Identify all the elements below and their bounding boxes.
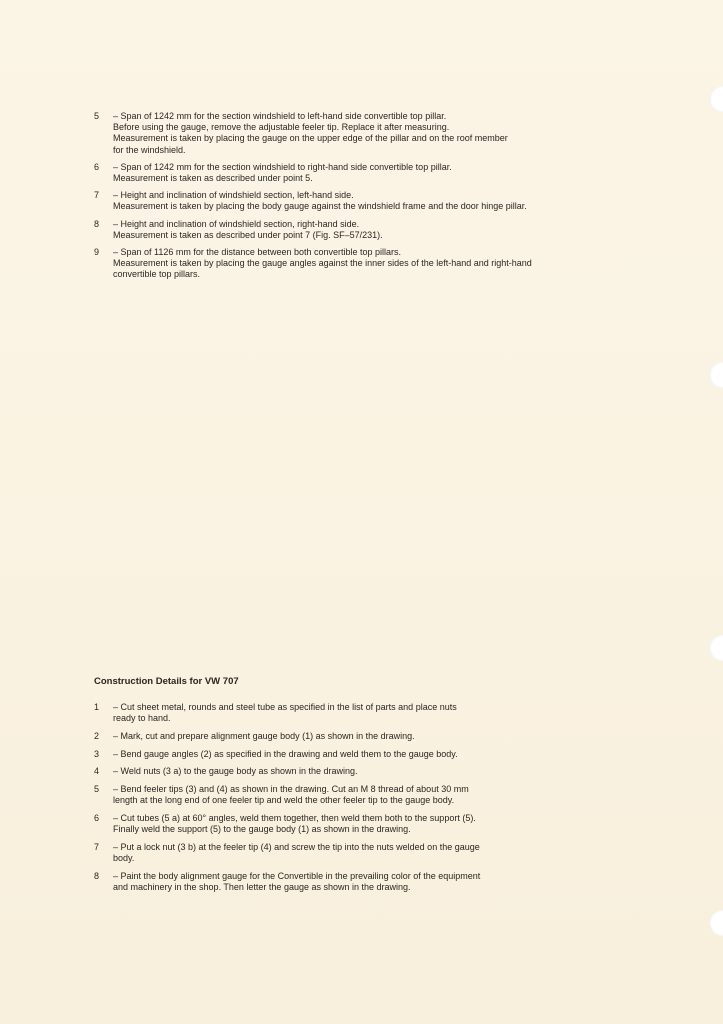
item-text: Measurement is taken by placing the gauge angles against the inner sides of the left-hand and right-hand xyxy=(113,258,532,269)
item-text: and machinery in the shop. Then letter the gauge as shown in the drawing. xyxy=(113,881,411,892)
item-text: Height and inclination of windshield section, left-hand side. xyxy=(120,190,354,201)
item-number: 9 xyxy=(94,247,100,258)
list-item xyxy=(94,871,544,893)
item-text: Measurement is taken by placing the gauge on the upper edge of the pillar and on the roof member xyxy=(113,133,508,144)
list-item-first-line: 3 – Bend gauge angles (2) as specified in the drawing and weld them to the gauge body. xyxy=(94,748,458,759)
list-item xyxy=(94,842,544,864)
item-text: Put a lock nut (3 b) at the feeler tip (4) and screw the tip into the nuts welded on the gauge xyxy=(120,841,480,852)
list-item-first-line: 8 – Height and inclination of windshield section, right-hand side. xyxy=(94,218,360,229)
item-text: Measurement is taken as described under point 5. xyxy=(113,173,313,184)
list-item xyxy=(94,813,544,835)
list-item xyxy=(94,162,604,184)
item-text: Measurement is taken by placing the body gauge against the windshield frame and the door hinge pillar. xyxy=(113,201,527,212)
list-item xyxy=(94,766,544,777)
item-text: Height and inclination of windshield section, right-hand side. xyxy=(120,218,360,229)
list-item-first-line: 8 – Paint the body alignment gauge for the Convertible in the prevailing color of the equipment xyxy=(94,870,481,881)
list-item xyxy=(94,219,604,241)
item-text: convertible top pillars. xyxy=(113,269,201,280)
item-text: Finally weld the support (5) to the gauge body (1) as shown in the drawing. xyxy=(113,824,411,835)
measurement-list xyxy=(94,111,604,287)
list-item-first-line: 9 – Span of 1126 mm for the distance between both convertible top pillars. xyxy=(94,247,402,258)
binder-hole xyxy=(709,635,723,661)
item-number: 8 xyxy=(94,870,100,881)
item-number: 1 xyxy=(94,702,100,712)
list-item xyxy=(94,247,604,281)
list-item-first-line: 6 – Span of 1242 mm for the section windshield to right-hand side convertible top pillar. xyxy=(94,161,452,172)
list-item xyxy=(94,702,544,724)
item-number: 7 xyxy=(94,841,100,852)
binder-hole xyxy=(709,910,723,936)
list-item xyxy=(94,111,604,156)
list-item-first-line: 5 – Bend feeler tips (3) and (4) as shown in the drawing. Cut an M 8 thread of about 30 mm xyxy=(94,784,469,795)
item-text: Measurement is taken as described under point 7 (Fig. SF–57/231). xyxy=(113,229,383,240)
list-item-first-line: 4 – Weld nuts (3 a) to the gauge body as shown in the drawing. xyxy=(94,766,358,777)
item-text: for the windshield. xyxy=(113,144,186,155)
item-text: body. xyxy=(113,853,135,864)
item-number: 5 xyxy=(94,111,100,121)
item-number: 4 xyxy=(94,766,100,777)
list-item-first-line: 1 – Cut sheet metal, rounds and steel tube as specified in the list of parts and place nuts xyxy=(94,702,457,712)
list-item xyxy=(94,784,544,806)
item-number: 5 xyxy=(94,784,100,795)
item-text: ready to hand. xyxy=(113,713,171,724)
list-item xyxy=(94,749,544,760)
item-number: 7 xyxy=(94,190,100,201)
item-text: Span of 1242 mm for the section windshield to left-hand side convertible top pillar. xyxy=(120,111,447,121)
item-text: Bend gauge angles (2) as specified in the drawing and weld them to the gauge body. xyxy=(120,748,458,759)
list-item xyxy=(94,731,544,742)
item-number: 2 xyxy=(94,730,100,741)
list-item-first-line: 6 – Cut tubes (5 a) at 60° angles, weld them together, then weld them both to the support (5). xyxy=(94,812,476,823)
list-item-first-line: 5 – Span of 1242 mm for the section windshield to left-hand side convertible top pillar. xyxy=(94,111,447,121)
item-text: Paint the body alignment gauge for the Convertible in the prevailing color of the equipment xyxy=(120,870,481,881)
item-text: Mark, cut and prepare alignment gauge body (1) as shown in the drawing. xyxy=(120,730,415,741)
item-text: Span of 1126 mm for the distance between both convertible top pillars. xyxy=(120,247,402,258)
item-text: Weld nuts (3 a) to the gauge body as shown in the drawing. xyxy=(120,766,358,777)
item-number: 3 xyxy=(94,748,100,759)
item-text: Cut tubes (5 a) at 60° angles, weld them together, then weld them both to the support (5). xyxy=(120,812,476,823)
list-item xyxy=(94,190,604,212)
item-text: length at the long end of one feeler tip and weld the other feeler tip to the gauge body. xyxy=(113,795,455,806)
binder-hole xyxy=(709,86,723,112)
item-text: Cut sheet metal, rounds and steel tube as specified in the list of parts and place nuts xyxy=(120,702,457,712)
binder-hole xyxy=(709,362,723,388)
item-number: 6 xyxy=(94,161,100,172)
construction-steps-list xyxy=(94,702,544,900)
section-title: Construction Details for VW 707 xyxy=(94,676,239,687)
list-item-first-line: 2 – Mark, cut and prepare alignment gauge body (1) as shown in the drawing. xyxy=(94,730,415,741)
item-number: 6 xyxy=(94,812,100,823)
item-number: 8 xyxy=(94,218,100,229)
list-item-first-line: 7 – Put a lock nut (3 b) at the feeler tip (4) and screw the tip into the nuts welded on the gauge xyxy=(94,841,480,852)
item-text: Before using the gauge, remove the adjustable feeler tip. Replace it after measuring. xyxy=(113,122,450,133)
item-text: Span of 1242 mm for the section windshield to right-hand side convertible top pillar. xyxy=(120,161,452,172)
item-text: Bend feeler tips (3) and (4) as shown in the drawing. Cut an M 8 thread of about 30 mm xyxy=(120,784,469,795)
list-item-first-line: 7 – Height and inclination of windshield section, left-hand side. xyxy=(94,190,354,201)
